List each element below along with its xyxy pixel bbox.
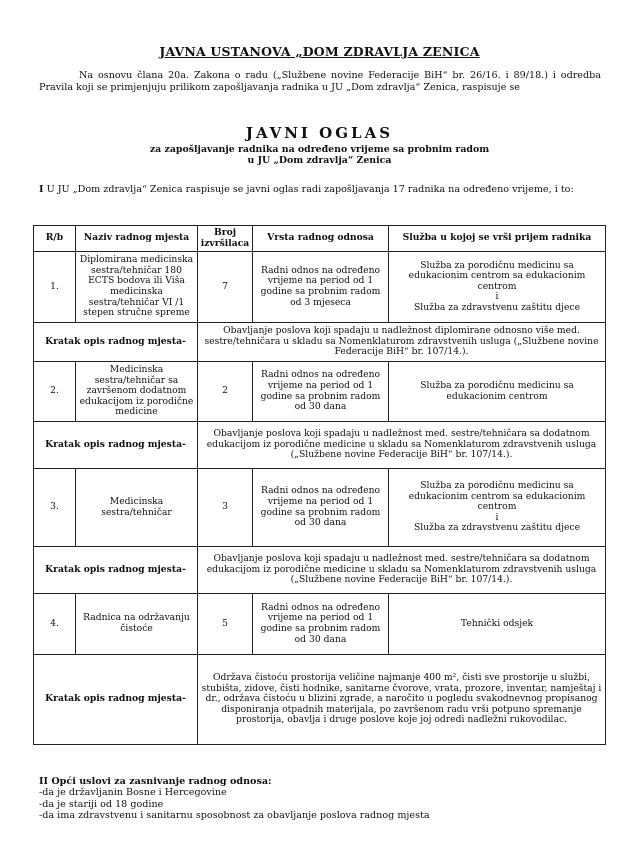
institution-title: JAVNA USTANOVA „DOM ZDRAVLJA ZENICA — [159, 44, 480, 59]
row-service-primary: Služba za porodičnu medicinu sa edukacionim centrom — [420, 379, 574, 402]
description-label: Kratak opis radnog mjesta- — [34, 422, 198, 469]
row-service-secondary: Služba za zdravstvenu zaštitu djece — [413, 522, 581, 534]
announcement-subtitle — [0, 144, 639, 166]
description-label: Kratak opis radnog mjesta- — [34, 655, 198, 745]
intro-paragraph: Na osnovu člana 20a. Zakona o radu („Službene novine Federacije BiH“ br. 26/16. i 89/18.) i odredba Pravila koji se primjenjuju prilikom zapošljavanja radnika u JU „Dom zdravlja“ Zenica, raspisuje se — [39, 70, 601, 94]
section-two — [39, 776, 604, 822]
row-number: 3. — [34, 469, 76, 547]
description-row — [34, 547, 606, 594]
header-count: Broj izvršilaca — [198, 226, 253, 252]
row-service — [389, 594, 606, 655]
row-number: 2. — [34, 362, 76, 422]
description-text: Obavljanje poslova koji spadaju u nadležnost med. sestre/tehničara sa dodatnom edukacijom iz porodične medicine u skladu sa Nomenklaturom zdravstvenih usluga („Službene novine Federacije BiH“ br. 107/14.). — [198, 422, 606, 469]
row-service-and: i — [495, 291, 499, 303]
row-position: Radnica na održavanju čistoće — [76, 594, 198, 655]
row-service-primary: Tehnički odsjek — [460, 617, 534, 629]
row-service — [389, 362, 606, 422]
table-row — [34, 362, 606, 422]
description-row — [34, 422, 606, 469]
row-employment: Radni odnos na određeno vrijeme na period od 1 godine sa probnim radom od 30 dana — [253, 594, 389, 655]
row-employment: Radni odnos na određeno vrijeme na period od 1 godine sa probnim radom od 30 dana — [253, 469, 389, 547]
row-employment: Radni odnos na određeno vrijeme na period od 1 godine sa probnim radom od 3 mjeseca — [253, 252, 389, 323]
condition-item: -da ima zdravstvenu i sanitarnu sposobnost za obavljanje poslova radnog mjesta — [39, 810, 430, 822]
header-position: Naziv radnog mjesta — [76, 226, 198, 252]
row-number: 1. — [34, 252, 76, 323]
section-one-number: I — [39, 184, 44, 195]
announcement-subtitle-line-1: za zapošljavanje radnika na određeno vrijeme sa probnim radom — [149, 144, 490, 155]
row-service-and: i — [495, 511, 499, 523]
row-position: Medicinska sestra/tehničar — [76, 469, 198, 547]
condition-item: -da je stariji od 18 godine — [39, 798, 164, 810]
table-row — [34, 252, 606, 323]
announcement-subtitle-line-2: u JU „Dom zdravlja“ Zenica — [247, 155, 392, 166]
row-number: 4. — [34, 594, 76, 655]
description-row — [34, 323, 606, 362]
row-service — [389, 469, 606, 547]
table-header-row — [34, 226, 606, 252]
row-position: Diplomirana medicinska sestra/tehničar 180 ECTS bodova ili Viša medicinska sestra/tehničar VI /1 stepen stručne spreme — [76, 252, 198, 323]
description-label: Kratak opis radnog mjesta- — [34, 547, 198, 594]
positions-table — [33, 225, 606, 745]
description-text: Održava čistoću prostorija veličine najmanje 400 m², čisti sve prostorije u službi, stubišta, zidove, čisti hodnike, sanitarne čvorove, vrata, prozore, inventar, namještaj i dr., održava čistoću u blizini zgrade, a naročito u pogledu svakodnevnog propisanog disponiranja otpadnih materijala, po završenom radu vrši potpuno spremanje prostorija, obavlja i druge poslove koje joj odredi nadležni rukovodilac. — [198, 655, 606, 745]
description-text: Obavljanje poslova koji spadaju u nadležnost med. sestre/tehničara sa dodatnom edukacijom iz porodične medicine u skladu sa Nomenklaturom zdravstvenih usluga („Službene novine Federacije BiH“ br. 107/14.). — [198, 547, 606, 594]
description-label: Kratak opis radnog mjesta- — [34, 323, 198, 362]
condition-item: -da je državljanin Bosne i Hercegovine — [39, 787, 227, 799]
row-service-secondary: Služba za zdravstvenu zaštitu djece — [413, 301, 581, 313]
announcement-title: JAVNI OGLAS — [245, 124, 394, 142]
row-count: 3 — [198, 469, 253, 547]
header-employment: Vrsta radnog odnosa — [253, 226, 389, 252]
header-service: Služba u kojoj se vrši prijem radnika — [389, 226, 606, 252]
section-one — [39, 184, 604, 196]
section-two-heading: II Opći uslovi za zasnivanje radnog odnosa: — [39, 776, 272, 787]
row-count: 2 — [198, 362, 253, 422]
table-row — [34, 594, 606, 655]
row-position: Medicinska sestra/tehničar sa završenom dodatnom edukacijom iz porodične medicine — [76, 362, 198, 422]
row-service-primary: Služba za porodičnu medicinu sa edukacionim centrom sa edukacionim centrom — [408, 259, 586, 292]
table-row — [34, 469, 606, 547]
row-service — [389, 252, 606, 323]
section-one-text: U JU „Dom zdravlja“ Zenica raspisuje se javni oglas radi zapošljavanja 17 radnika na određeno vrijeme, i to: — [46, 184, 574, 195]
description-text: Obavljanje poslova koji spadaju u nadležnost diplomirane odnosno više med. sestre/tehničara u skladu sa Nomenklaturom zdravstvenih usluga („Službene novine Federacije BiH“ br. 107/14.). — [198, 323, 606, 362]
row-service-primary: Služba za porodičnu medicinu sa edukacionim centrom sa edukacionim centrom — [408, 480, 586, 513]
row-count: 7 — [198, 252, 253, 323]
row-count: 5 — [198, 594, 253, 655]
header-rb: R/b — [34, 226, 76, 252]
description-row — [34, 655, 606, 745]
row-employment: Radni odnos na određeno vrijeme na period od 1 godine sa probnim radom od 30 dana — [253, 362, 389, 422]
